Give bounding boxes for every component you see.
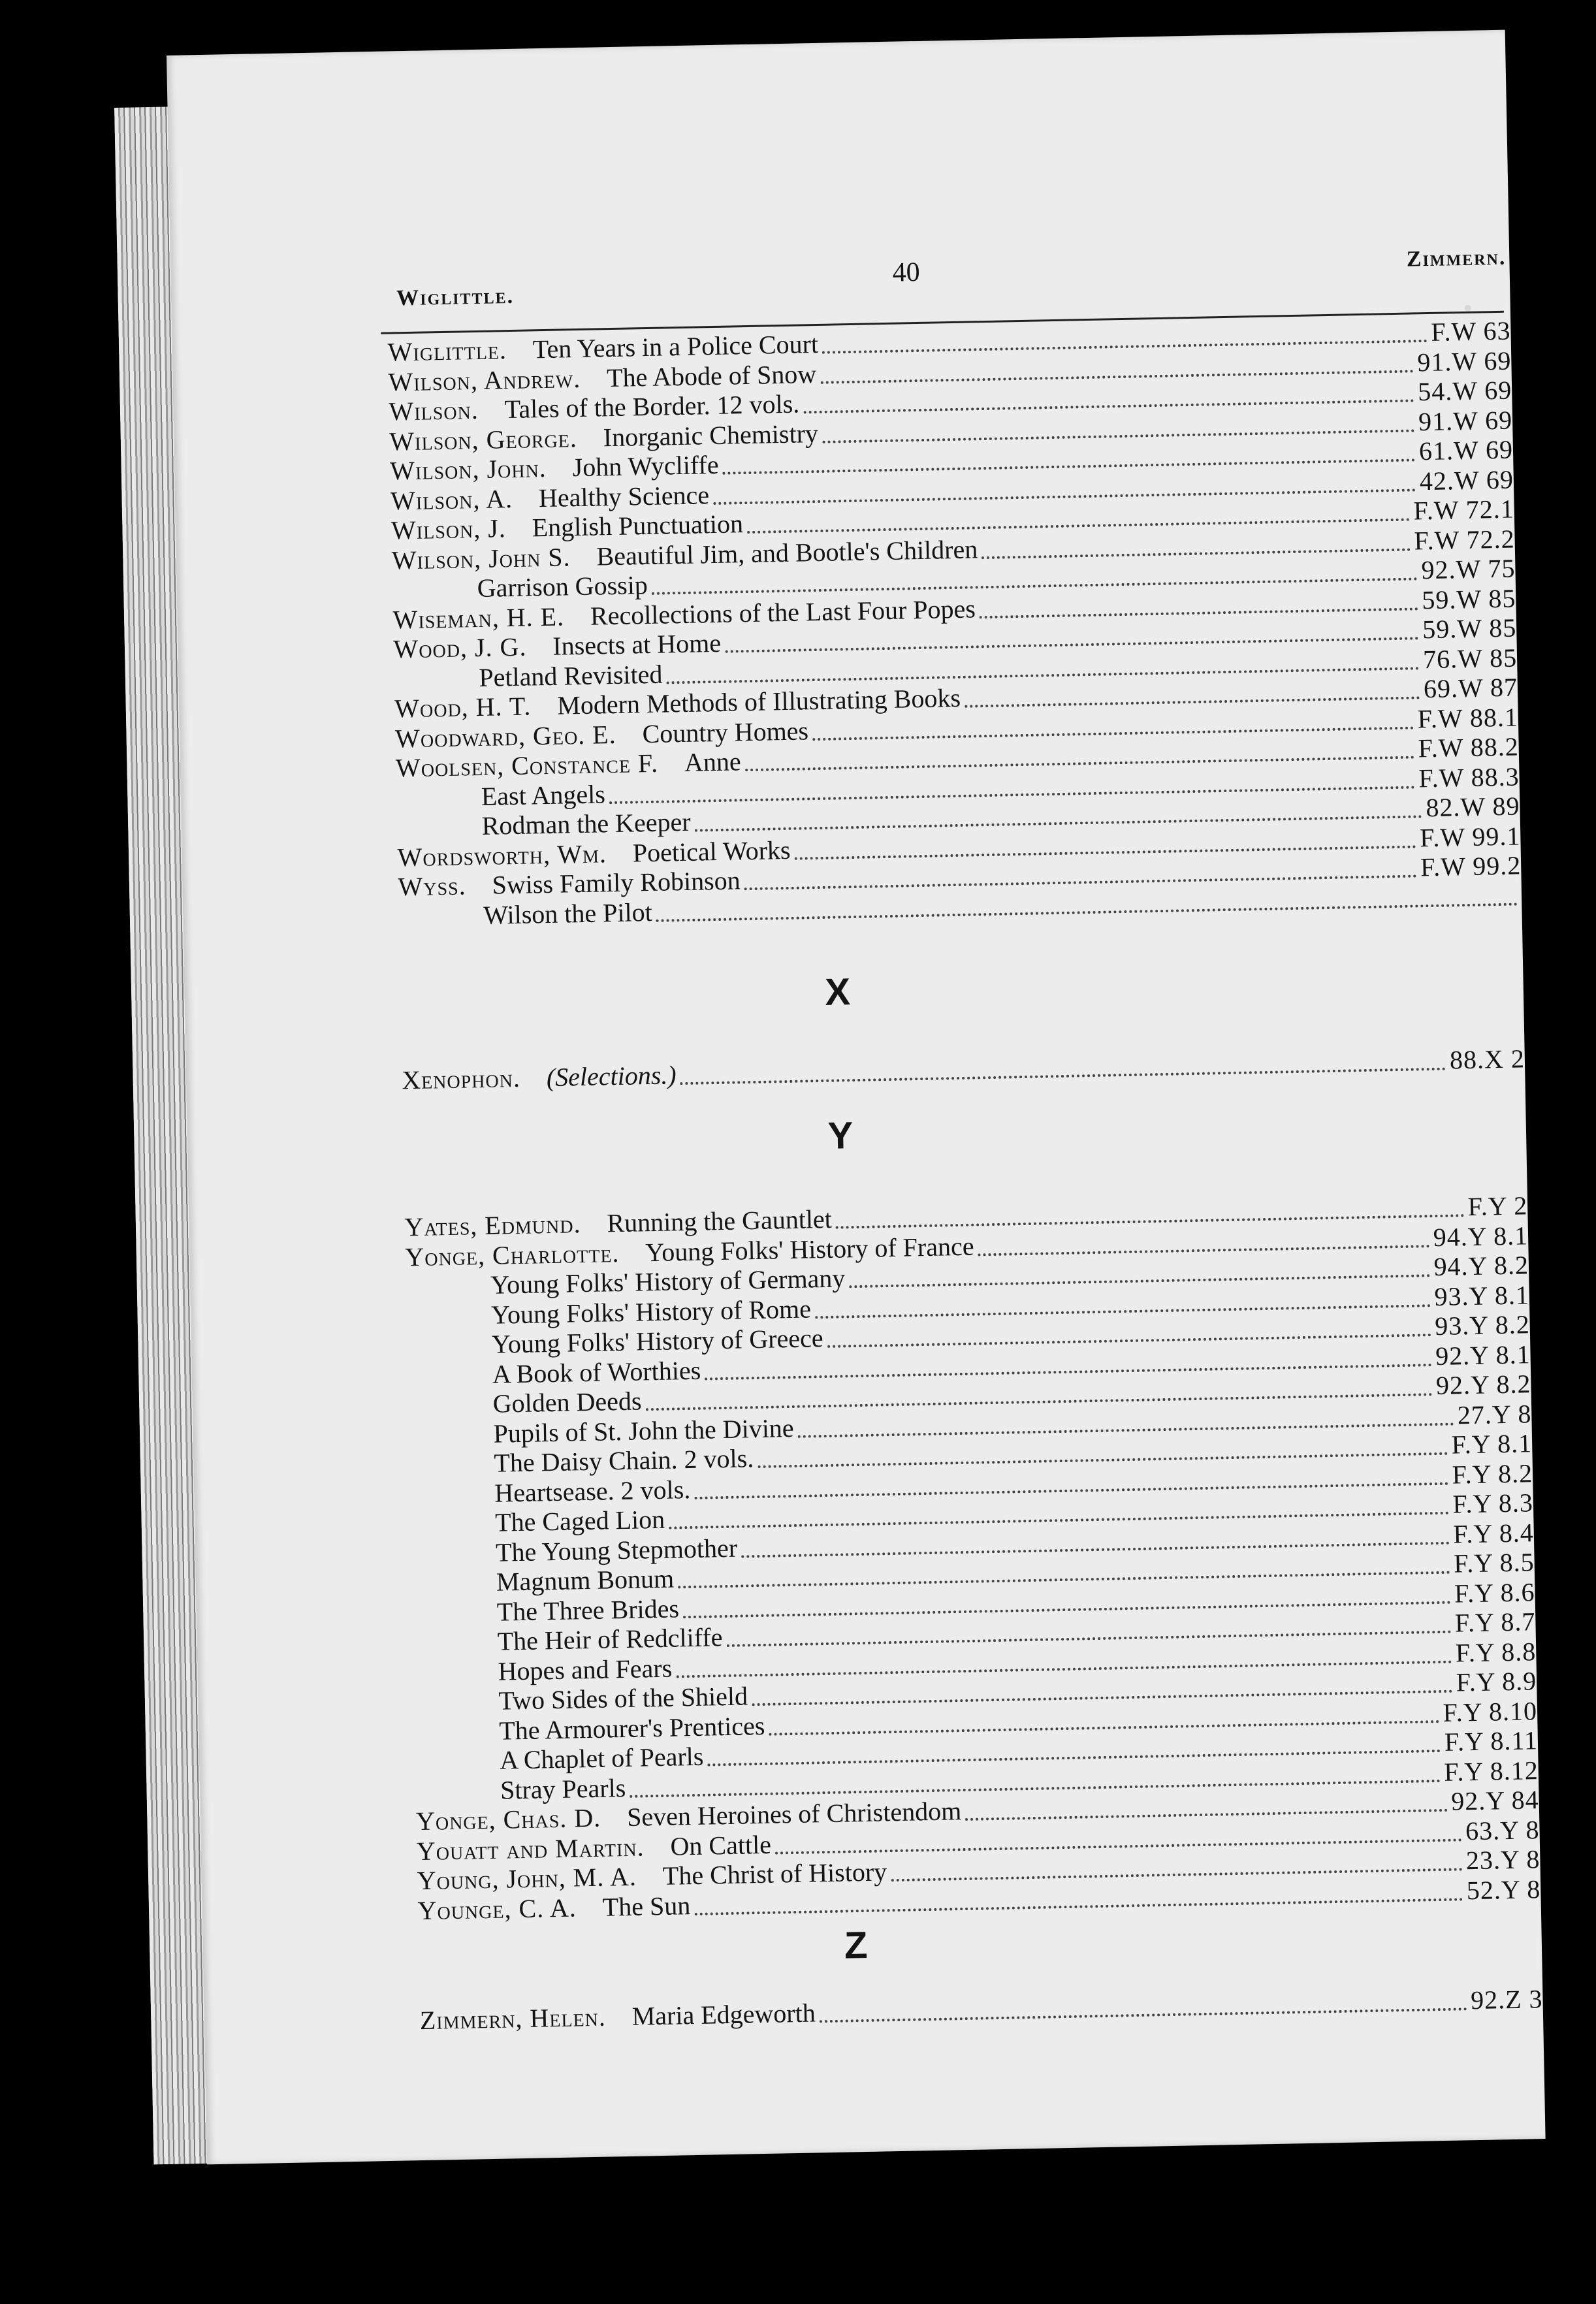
catalog-entry xyxy=(402,1045,1525,1095)
entry-text xyxy=(415,1741,704,1777)
entry-title: Healthy Science xyxy=(538,479,710,513)
entry-text xyxy=(419,1997,816,2036)
entry-author: Wordsworth, Wm. xyxy=(397,838,607,872)
running-head xyxy=(396,246,1507,319)
call-number: F.W 99.2 xyxy=(1420,850,1522,882)
entry-author: Younge, C. A. xyxy=(417,1892,577,1925)
call-number: 54.W 69 xyxy=(1417,375,1512,407)
entry-title: Insects at Home xyxy=(552,628,722,661)
dot-leader xyxy=(982,548,1410,559)
call-number: F.Y 8.10 xyxy=(1443,1695,1538,1727)
entry-author: Yates, Edmund. xyxy=(404,1209,581,1242)
entry-title: Young Folks' History of France xyxy=(645,1231,974,1267)
call-number: F.Y 8.5 xyxy=(1453,1547,1535,1578)
entry-author: Wyss. xyxy=(398,871,467,902)
entry-author: Wood, J. G. xyxy=(393,632,527,664)
entry-title: Poetical Works xyxy=(632,835,791,868)
call-number: F.Y 8.8 xyxy=(1455,1636,1537,1668)
entry-title: English Punctuation xyxy=(532,509,744,543)
entry-title: Young Folks' History of Greece xyxy=(491,1323,823,1359)
entry-title: Maria Edgeworth xyxy=(631,1998,816,2031)
section-letter-y: Y xyxy=(827,1114,854,1157)
entry-text xyxy=(407,1354,701,1391)
entry-text xyxy=(398,865,741,902)
call-number: 93.Y 8.2 xyxy=(1434,1309,1531,1341)
entry-text xyxy=(409,1443,754,1480)
entry-author: Wilson, John S. xyxy=(391,541,571,575)
entry-title: Petland Revisited xyxy=(478,659,663,692)
entry-title: The Young Stepmother xyxy=(495,1533,738,1567)
entry-text xyxy=(398,896,652,931)
call-number: F.Y 2 xyxy=(1467,1191,1528,1222)
entry-author: Wilson. xyxy=(389,394,479,426)
entry-author: Yonge, Chas. D. xyxy=(415,1802,601,1836)
call-number: 94.Y 8.1 xyxy=(1433,1220,1529,1252)
entry-title: The Christ of History xyxy=(662,1857,887,1891)
call-number: 92.Y 84 xyxy=(1450,1785,1540,1816)
call-number: 42.W 69 xyxy=(1419,464,1514,496)
entry-title: Two Sides of the Shield xyxy=(498,1681,748,1716)
entry-author: Wilson, George. xyxy=(389,423,578,456)
entry-title: East Angels xyxy=(481,778,606,811)
call-number: 61.W 69 xyxy=(1418,434,1514,466)
call-number: F.Y 8.7 xyxy=(1454,1607,1536,1638)
call-number: F.Y 8.11 xyxy=(1444,1725,1539,1757)
call-number: 82.W 89 xyxy=(1426,791,1520,823)
entry-title: John Wycliffe xyxy=(572,449,719,483)
call-number: F.W 88.3 xyxy=(1418,761,1520,793)
entry-text xyxy=(415,1772,626,1806)
section-letter-z: Z xyxy=(844,1923,869,1967)
dot-leader xyxy=(656,903,1518,921)
entry-title: A Chaplet of Pearls xyxy=(499,1741,704,1775)
call-number: 92.W 75 xyxy=(1421,553,1516,585)
entry-title: (Selections.) xyxy=(546,1060,677,1093)
call-number: F.W 63 xyxy=(1430,315,1511,347)
entry-title: The Daisy Chain. 2 vols. xyxy=(494,1443,754,1478)
entry-text xyxy=(412,1622,722,1658)
entry-title: Seven Heroines of Christendom xyxy=(626,1796,962,1832)
entry-text xyxy=(402,1059,677,1095)
page-content xyxy=(167,30,1546,2165)
entry-title: Inorganic Chemistry xyxy=(603,418,819,452)
entry-title: Country Homes xyxy=(642,715,809,748)
call-number: F.Y 8.4 xyxy=(1452,1517,1535,1549)
entry-author: Wilson, Andrew. xyxy=(388,363,581,397)
running-head-left: Wiglittle. xyxy=(396,283,515,311)
catalog-entry xyxy=(419,1985,1543,2036)
call-number: F.W 99.1 xyxy=(1419,820,1521,852)
entry-author: Wiseman, H. E. xyxy=(392,601,565,635)
entry-author: Young, John, M. A. xyxy=(417,1861,637,1896)
section-letter-x: X xyxy=(824,970,851,1014)
entry-title: Running the Gauntlet xyxy=(607,1204,833,1238)
call-number: F.W 72.2 xyxy=(1414,524,1516,555)
entry-text xyxy=(393,628,721,665)
call-number: 92.Y 8.1 xyxy=(1435,1339,1531,1371)
entry-title: Stray Pearls xyxy=(500,1772,626,1805)
call-number: 69.W 87 xyxy=(1423,672,1518,704)
dot-leader xyxy=(820,2008,1467,2023)
entry-text xyxy=(396,778,605,813)
entry-title: Tales of the Border. 12 vols. xyxy=(504,389,800,424)
entry-title: Magnum Bonum xyxy=(496,1563,675,1597)
entry-author: Xenophon. xyxy=(401,1063,521,1095)
page-number: 40 xyxy=(892,257,921,288)
call-number: F.W 72.1 xyxy=(1413,494,1515,526)
entry-title: The Armourer's Prentices xyxy=(498,1710,765,1746)
entry-title: The Three Brides xyxy=(496,1593,680,1627)
call-number: 63.Y 8 xyxy=(1465,1814,1540,1846)
entry-author: Youatt and Martin. xyxy=(416,1831,645,1866)
entry-author: Yonge, Charlotte. xyxy=(404,1238,620,1272)
entry-title: A Book of Worthies xyxy=(492,1355,701,1389)
call-number: 94.Y 8.2 xyxy=(1433,1250,1529,1282)
call-number: 52.Y 8 xyxy=(1466,1874,1541,1905)
call-number: 92.Y 8.2 xyxy=(1435,1369,1531,1401)
call-number: F.Y 8.3 xyxy=(1452,1488,1534,1519)
call-number: 93.Y 8.1 xyxy=(1433,1279,1530,1311)
call-number: 59.W 85 xyxy=(1421,583,1516,615)
call-number: 59.W 85 xyxy=(1422,613,1517,645)
dot-leader xyxy=(694,1898,1463,1915)
entry-title: The Sun xyxy=(602,1890,691,1922)
entry-title: The Caged Lion xyxy=(494,1504,665,1537)
entry-title: The Heir of Redcliffe xyxy=(497,1622,723,1656)
entry-title: Golden Deeds xyxy=(492,1386,642,1418)
entry-title: Ten Years in a Police Court xyxy=(532,328,819,364)
call-number: 76.W 85 xyxy=(1422,642,1518,674)
entry-title: Anne xyxy=(684,746,741,777)
call-number: F.Y 8.1 xyxy=(1451,1428,1533,1460)
call-number: F.W 88.1 xyxy=(1417,701,1519,733)
entry-title: Hopes and Fears xyxy=(498,1653,673,1686)
call-number: 88.X 2 xyxy=(1449,1044,1525,1075)
entry-author: Woolsen, Constance F. xyxy=(395,748,659,783)
entry-title: Rodman the Keeper xyxy=(481,807,691,840)
entry-author: Zimmern, Helen. xyxy=(419,2002,607,2036)
entry-title: The Abode of Snow xyxy=(606,359,817,392)
entry-author: Wiglittle. xyxy=(387,335,507,367)
entry-author: Wood, H. T. xyxy=(394,691,532,724)
entry-author: Woodward, Geo. E. xyxy=(394,719,617,753)
entry-author: Wilson, John. xyxy=(389,453,547,486)
entry-title: Wilson the Pilot xyxy=(483,897,653,930)
entry-text xyxy=(417,1890,690,1926)
running-head-right: Zimmern. xyxy=(1406,245,1507,272)
entry-title: Pupils of St. John the Divine xyxy=(493,1413,794,1448)
call-number: F.W 88.2 xyxy=(1418,731,1520,763)
dot-leader xyxy=(980,607,1418,618)
call-number: 91.W 69 xyxy=(1416,345,1512,377)
call-number: 91.W 69 xyxy=(1418,405,1513,436)
call-number: F.Y 8.6 xyxy=(1454,1576,1535,1608)
call-number: F.Y 8.9 xyxy=(1456,1666,1537,1697)
call-number: 27.Y 8 xyxy=(1457,1398,1532,1430)
entry-title: Young Folks' History of Rome xyxy=(490,1293,812,1330)
call-number: F.Y 8.2 xyxy=(1452,1458,1533,1490)
call-number: 23.Y 8 xyxy=(1465,1844,1540,1876)
book-page xyxy=(167,30,1546,2165)
entry-author: Wilson, J. xyxy=(391,513,507,545)
entry-title: Swiss Family Robinson xyxy=(492,865,741,900)
entry-title: Beautiful Jim, and Bootle's Children xyxy=(596,534,978,571)
entry-text xyxy=(414,1710,765,1747)
entry-text xyxy=(396,746,741,783)
call-number: F.Y 8.12 xyxy=(1443,1755,1539,1787)
entry-title: Recollections of the Last Four Popes xyxy=(590,593,976,631)
dot-leader xyxy=(680,1068,1446,1085)
call-number: 92.Z 3 xyxy=(1470,1984,1543,2015)
entry-author: Wilson, A. xyxy=(390,483,513,516)
entry-title: On Cattle xyxy=(670,1829,772,1861)
entry-title: Garrison Gossip xyxy=(477,570,648,603)
entry-title: Modern Methods of Illustrating Books xyxy=(556,682,961,720)
entry-title: Young Folks' History of Germany xyxy=(490,1263,846,1300)
entry-text xyxy=(411,1532,738,1569)
entry-title: Heartsease. 2 vols. xyxy=(494,1474,691,1508)
